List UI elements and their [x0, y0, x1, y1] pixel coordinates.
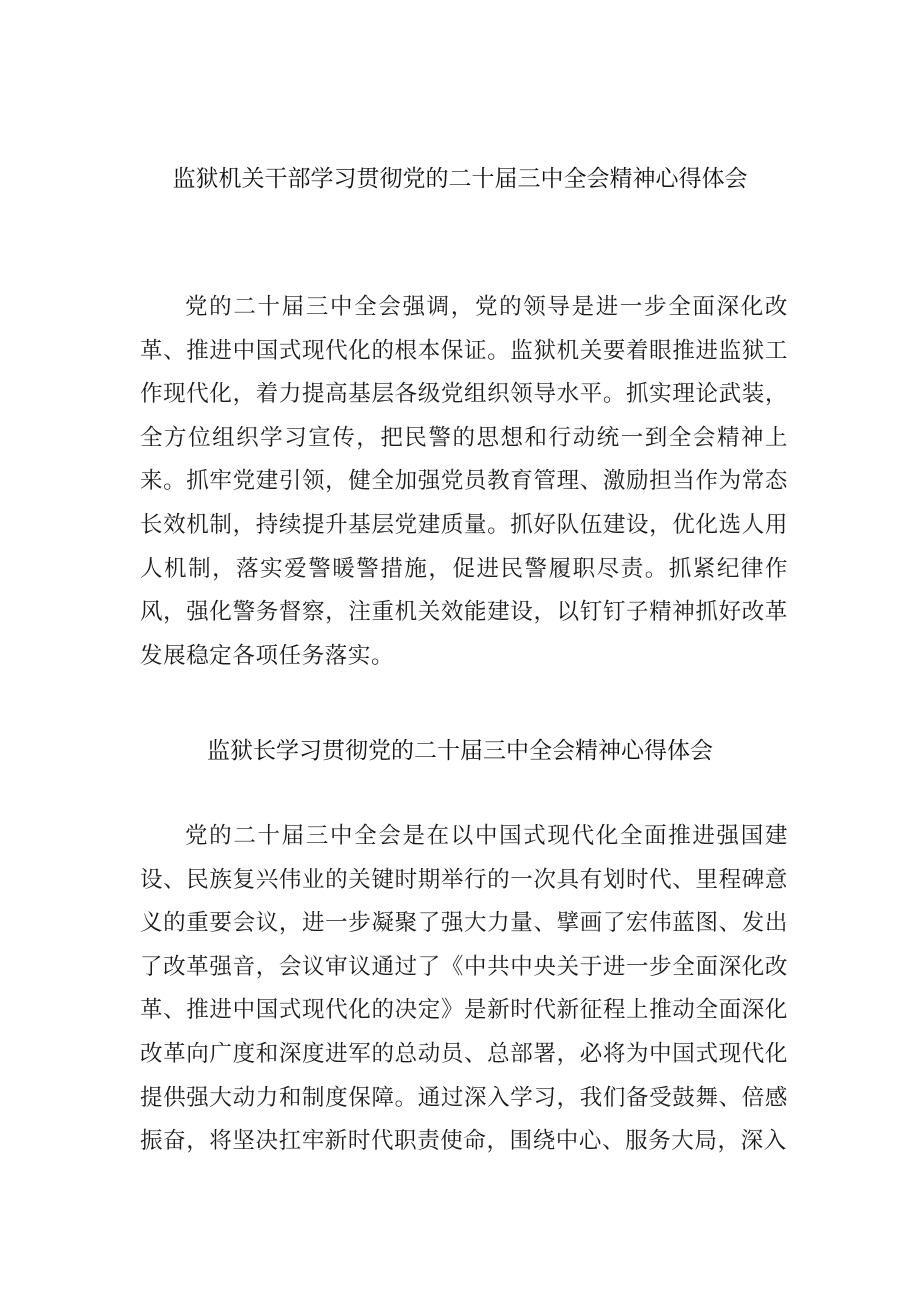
section-paragraph-2: 党的二十届三中全会是在以中国式现代化全面推进强国建设、民族复兴伟业的关键时期举行的一次具有划时代、里程碑意义的重要会议，进一步凝聚了强大力量、擘画了宏伟蓝图、发出了改革强音，会议审议通过了《中共中央关于进一步全面深化改革、推进中国式现代化的决定》是新时代新征程上推动全面深化改革向广度和深度进军的总动员、总部署，必将为中国式现代化提供强大动力和制度保障。通过深入学习，我们备受鼓舞、倍感振奋，将坚决扛牢新时代职责使命，围绕中心、服务大局，深入: [140, 823, 788, 1155]
section-paragraph-1: 党的二十届三中全会强调，党的领导是进一步全面深化改革、推进中国式现代化的根本保证。监狱机关要着眼推进监狱工作现代化，着力提高基层各级党组织领导水平。抓实理论武装，全方位组织学习宣传，把民警的思想和行动统一到全会精神上来。抓牢党建引领，健全加强党员教育管理、激励担当作为常态长效机制，持续提升基层党建质量。抓好队伍建设，优化选人用人机制，落实爱警暖警措施，促进民警履职尽责。抓紧纪律作风，强化警务督察，注重机关效能建设，以钉钉子精神抓好改革发展稳定各项任务落实。: [140, 294, 788, 669]
section-title-1: 监狱机关干部学习贯彻党的二十届三中全会精神心得体会: [172, 166, 748, 192]
section-title-2: 监狱长学习贯彻党的二十届三中全会精神心得体会: [207, 738, 713, 764]
